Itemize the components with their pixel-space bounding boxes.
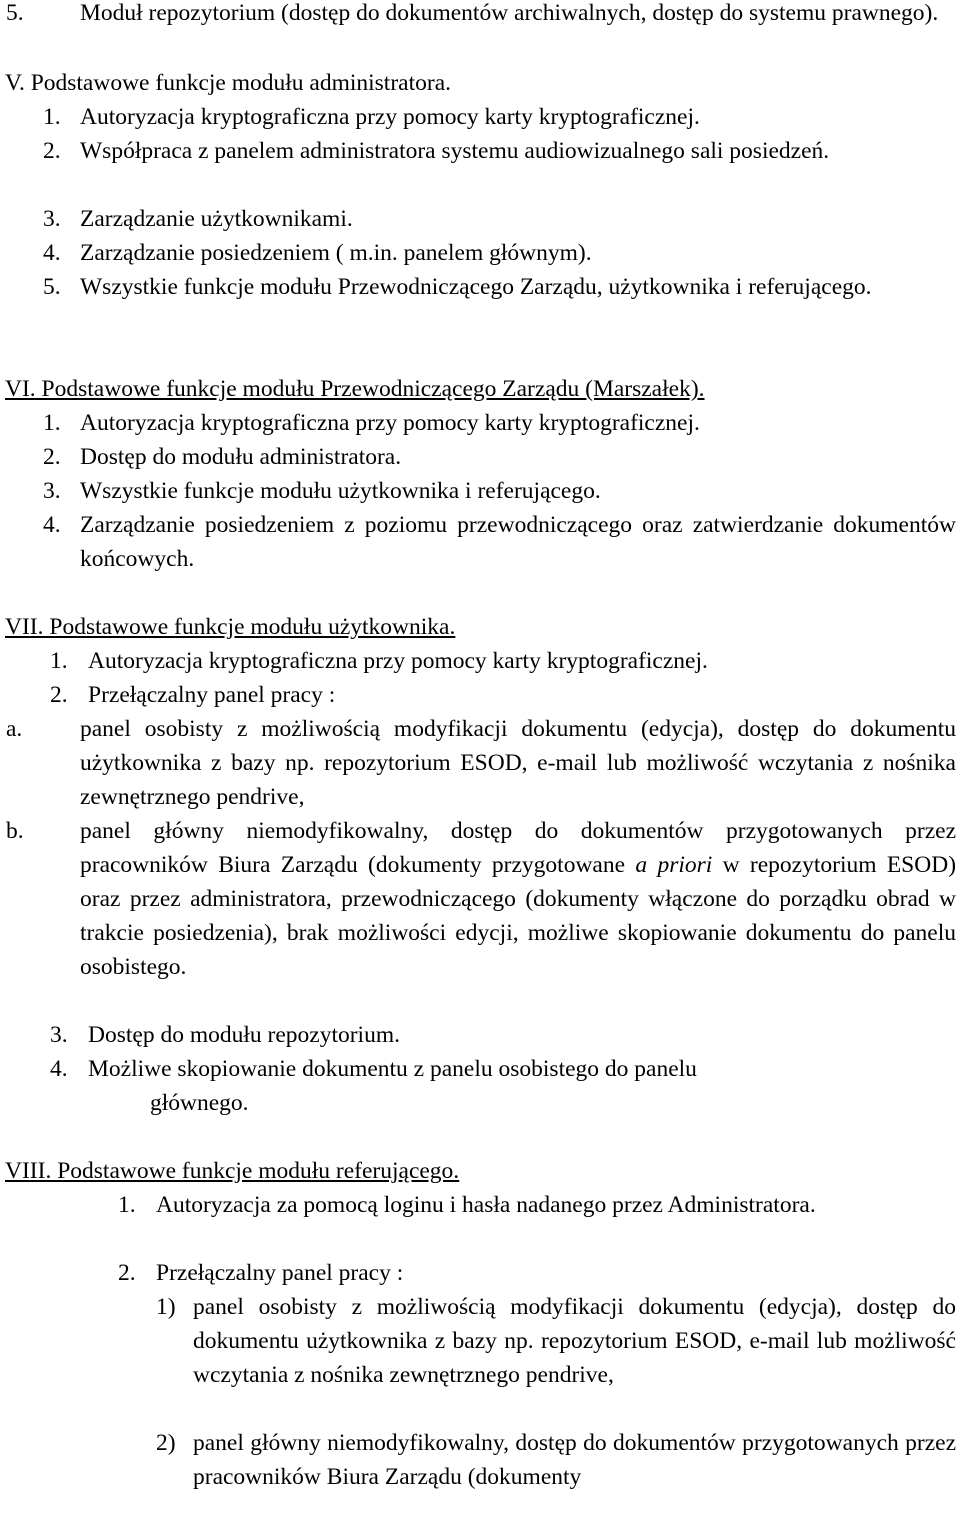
item-text: panel główny niemodyfikowalny, dostęp do dokumentów przygotowanych przez pracowników Biura Zarządu (dokumenty bbox=[193, 1430, 956, 1490]
text-part: panel główny niemodyfikowalny, dostęp do dokumentów przygotowanych przez pracowników Biura Zarządu (dokumenty przygotowane bbox=[80, 818, 956, 878]
list-item bbox=[43, 100, 956, 134]
section-title: V. Podstawowe funkcje modułu administratora. bbox=[5, 70, 451, 96]
item-number: 1) bbox=[156, 1294, 176, 1320]
item-text: Przełączalny panel pracy : bbox=[156, 1260, 404, 1286]
list-item bbox=[43, 202, 956, 236]
item-number: 3. bbox=[43, 478, 61, 504]
section-heading bbox=[5, 1154, 459, 1188]
item-text: Wszystkie funkcje modułu Przewodniczącego Zarządu, użytkownika i referującego. bbox=[80, 274, 872, 300]
item-letter: b. bbox=[6, 818, 24, 844]
item-number: 3. bbox=[50, 1022, 68, 1048]
item-text: Zarządzanie posiedzeniem z poziomu przewodniczącego oraz zatwierdzanie dokumentów końcowych. bbox=[80, 512, 956, 572]
item-number: 1. bbox=[50, 648, 68, 674]
list-item bbox=[50, 678, 956, 712]
item-number: 2. bbox=[43, 444, 61, 470]
list-item bbox=[50, 1018, 956, 1052]
item-text: Dostęp do modułu administratora. bbox=[80, 444, 402, 470]
section-heading bbox=[5, 66, 451, 100]
item-text: Autoryzacja kryptograficzna przy pomocy karty kryptograficznej. bbox=[80, 410, 700, 436]
list-item bbox=[43, 508, 956, 576]
list-item bbox=[118, 1256, 956, 1290]
item-text: panel osobisty z możliwością modyfikacji dokumentu (edycja), dostęp do dokumentu użytkownika z bazy np. repozytorium ESOD, e-mail lub możliwość wczytania z nośnika zewnętrznego pendrive, bbox=[80, 716, 956, 810]
item-number: 5. bbox=[6, 0, 24, 26]
item-number: 1. bbox=[118, 1192, 136, 1218]
section-heading bbox=[5, 610, 455, 644]
item-number: 4. bbox=[43, 512, 61, 538]
list-item bbox=[50, 1052, 956, 1120]
text-part: w repozytorium ESOD) oraz przez administratora, przewodniczącego (dokumenty włączone do porządku obrad w trakcie posiedzenia), brak możliwości edycji, możliwe skopiowanie dokumentu do panelu osobistego. bbox=[80, 852, 957, 980]
item-number: 4. bbox=[50, 1056, 68, 1082]
list-item bbox=[156, 1426, 956, 1494]
item-letter: a. bbox=[6, 716, 23, 742]
list-item bbox=[6, 712, 956, 814]
list-item bbox=[43, 236, 956, 270]
list-item bbox=[43, 406, 956, 440]
section-title: VII. Podstawowe funkcje modułu użytkownika. bbox=[5, 614, 456, 640]
item-text: Autoryzacja kryptograficzna przy pomocy karty kryptograficznej. bbox=[80, 104, 700, 130]
item-text: Moduł repozytorium (dostęp do dokumentów archiwalnych, dostęp do systemu prawnego). bbox=[80, 0, 939, 26]
section-title: VIII. Podstawowe funkcje modułu referującego. bbox=[5, 1158, 460, 1184]
item-number: 2) bbox=[156, 1430, 176, 1456]
item-number: 1. bbox=[43, 410, 61, 436]
italic-phrase: a priori bbox=[635, 852, 713, 878]
list-item bbox=[118, 1188, 956, 1222]
item-text: Autoryzacja kryptograficzna przy pomocy karty kryptograficznej. bbox=[88, 648, 708, 674]
item-text: Dostęp do modułu repozytorium. bbox=[88, 1022, 400, 1048]
item-text bbox=[80, 814, 956, 984]
item-text: Współpraca z panelem administratora systemu audiowizualnego sali posiedzeń. bbox=[80, 138, 830, 164]
list-item bbox=[43, 134, 956, 168]
item-text: panel osobisty z możliwością modyfikacji dokumentu (edycja), dostęp do dokumentu użytkownika z bazy np. repozytorium ESOD, e-mail lub możliwość wczytania z nośnika zewnętrznego pendrive, bbox=[193, 1294, 956, 1388]
list-item bbox=[50, 644, 956, 678]
item-number: 2. bbox=[43, 138, 61, 164]
item-number: 1. bbox=[43, 104, 61, 130]
item-number: 2. bbox=[50, 682, 68, 708]
list-item bbox=[156, 1290, 956, 1392]
list-item bbox=[43, 270, 956, 304]
section-heading bbox=[5, 372, 705, 406]
item-number: 4. bbox=[43, 240, 61, 266]
item-number: 5. bbox=[43, 274, 61, 300]
item-number: 2. bbox=[118, 1260, 136, 1286]
list-item bbox=[6, 0, 956, 30]
item-text: Wszystkie funkcje modułu użytkownika i referującego. bbox=[80, 478, 601, 504]
item-text: Przełączalny panel pracy : bbox=[88, 682, 336, 708]
item-text: Autoryzacja za pomocą loginu i hasła nadanego przez Administratora. bbox=[156, 1192, 816, 1218]
section-title: VI. Podstawowe funkcje modułu Przewodniczącego Zarządu (Marszałek). bbox=[5, 376, 705, 402]
list-item bbox=[43, 474, 956, 508]
item-text: Możliwe skopiowanie dokumentu z panelu osobistego do panelu bbox=[88, 1056, 697, 1082]
item-text: Zarządzanie posiedzeniem ( m.in. panelem głównym). bbox=[80, 240, 592, 266]
item-number: 3. bbox=[43, 206, 61, 232]
list-item bbox=[6, 814, 957, 984]
list-item bbox=[43, 440, 956, 474]
item-text: Zarządzanie użytkownikami. bbox=[80, 206, 353, 232]
item-text: głównego. bbox=[150, 1090, 249, 1116]
